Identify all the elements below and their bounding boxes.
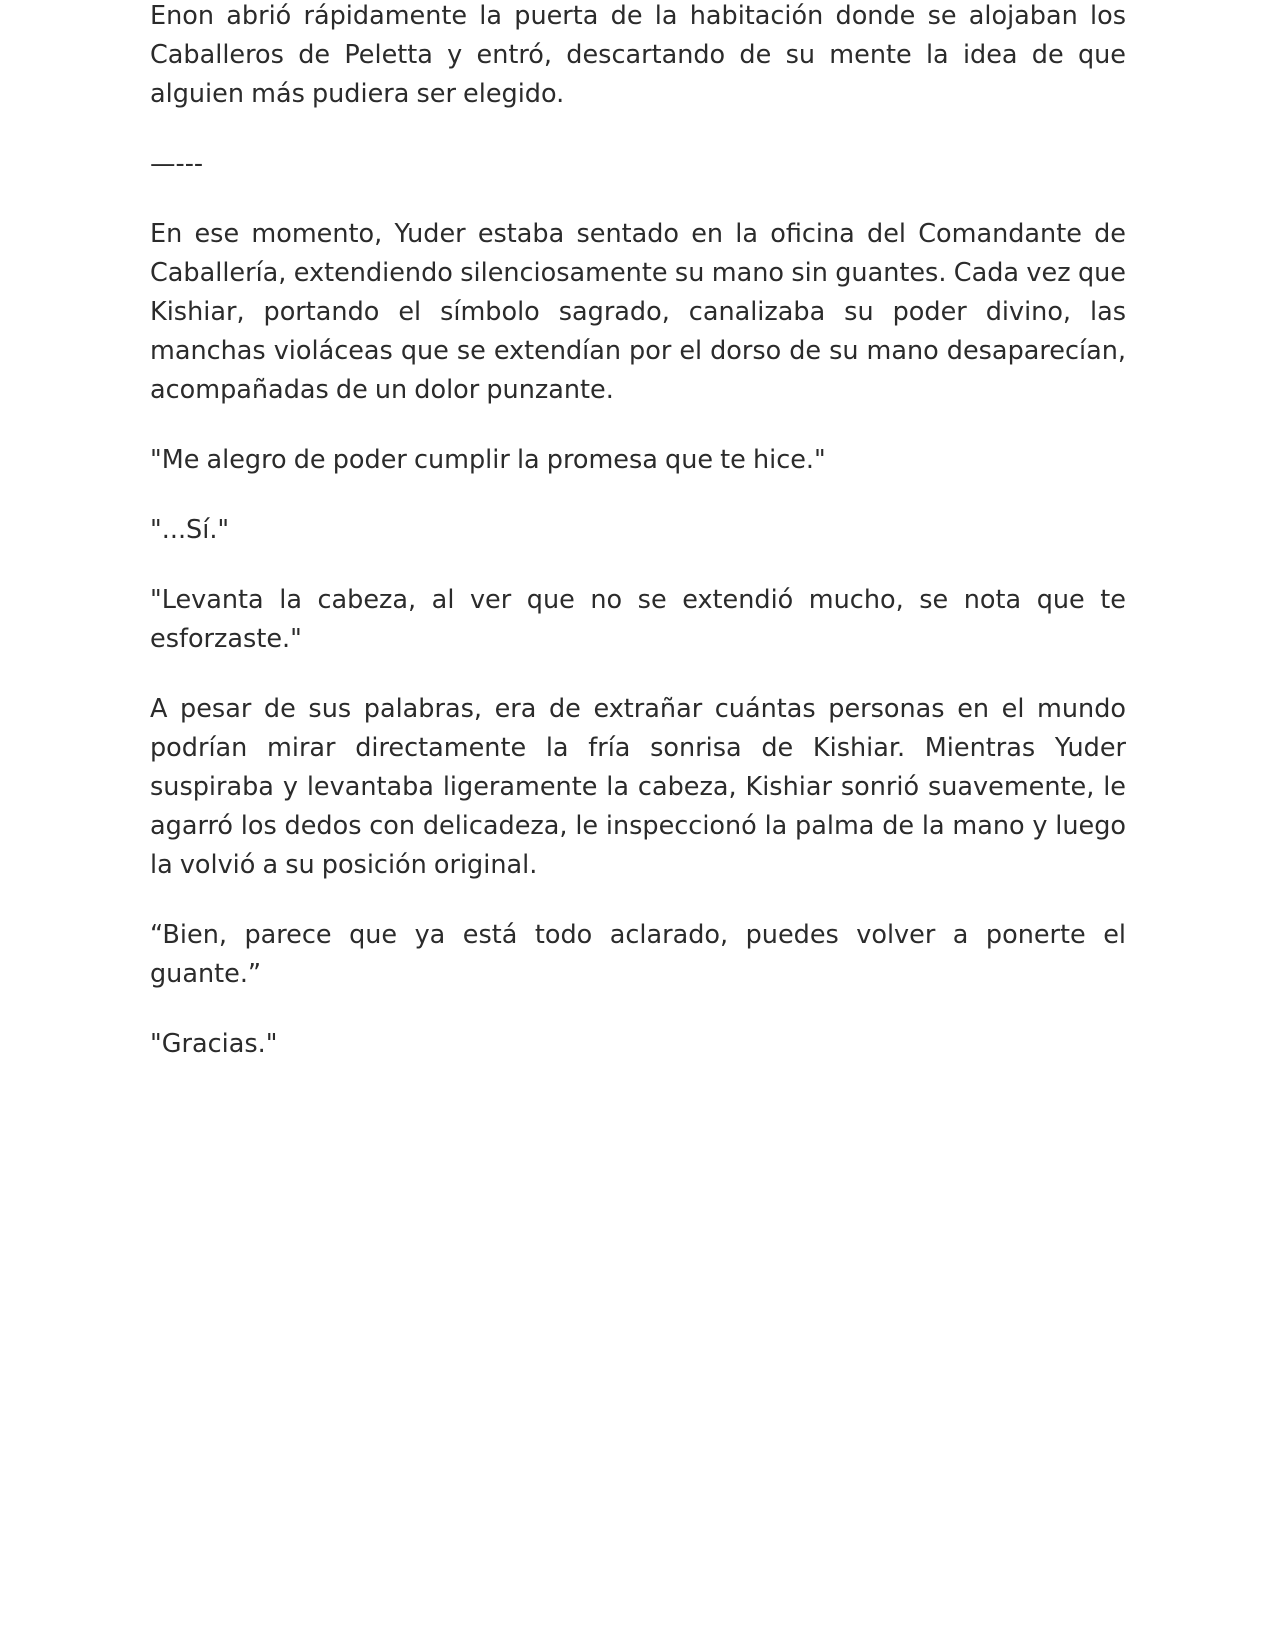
- paragraph-kishiar-smile: A pesar de sus palabras, era de extrañar cuántas personas en el mundo podrían mirar directamente la fría sonrisa de Kishiar. Mientras Yuder suspiraba y levantaba ligeramente la cabeza, Kishiar sonrió suavemente, le agarró los dedos con delicadeza, le inspeccionó la palma de la mano y luego la volvió a su posición original.: [150, 694, 1126, 880]
- dialogue-thanks: "Gracias.": [150, 1029, 278, 1059]
- dialogue-yes: "...Sí.": [150, 515, 230, 545]
- dialogue-promise: "Me alegro de poder cumplir la promesa que te hice.": [150, 445, 826, 475]
- document-page: [150, 0, 1126, 1095]
- dialogue-glove: “Bien, parece que ya está todo aclarado, puedes volver a ponerte el guante.”: [150, 920, 1126, 989]
- dialogue-raise-head: "Levanta la cabeza, al ver que no se extendió mucho, se nota que te esforzaste.": [150, 585, 1126, 654]
- paragraph-yuder-office: En ese momento, Yuder estaba sentado en la oficina del Comandante de Caballería, extendiendo silenciosamente su mano sin guantes. Cada vez que Kishiar, portando el símbolo sagrado, canalizaba su poder divino, las manchas violáceas que se extendían por el dorso de su mano desaparecían, acompañadas de un dolor punzante.: [150, 219, 1126, 405]
- paragraph-enon-enters: Enon abrió rápidamente la puerta de la habitación donde se alojaban los Caballeros de Peletta y entró, descartando de su mente la idea de que alguien más pudiera ser elegido.: [150, 1, 1126, 109]
- scene-break: —---: [150, 149, 204, 179]
